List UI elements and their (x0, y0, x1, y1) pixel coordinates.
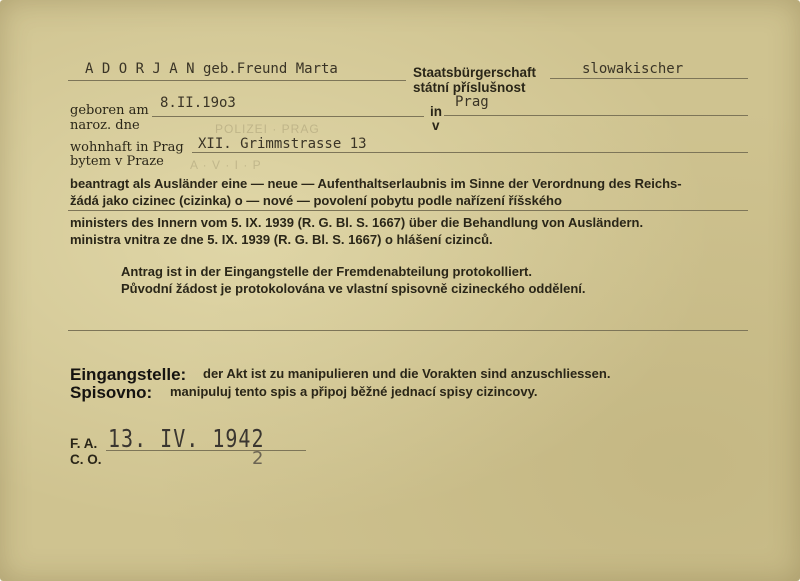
residence-value: XII. Grimmstrasse 13 (198, 136, 367, 152)
citizenship-label-de: Staatsbürgerschaft (413, 65, 537, 80)
protocol-line-de: Antrag ist in der Eingangstelle der Fremdenabteilung protokolliert. (121, 264, 532, 279)
place-label-de: in (430, 104, 442, 119)
citizenship-underline (550, 78, 748, 79)
fa-underline (106, 450, 306, 451)
body-line-4: ministra vnitra ze dne 5. IX. 1939 (R. G. Bl. S. 1667) o hlášení cizinců. (70, 232, 493, 247)
residence-label-cs: bytem v Praze (70, 154, 164, 169)
fa-label: F. A. (70, 436, 98, 451)
citizenship-value: slowakischer (582, 61, 684, 77)
name-underline (68, 80, 406, 81)
place-label-cs: v (432, 118, 440, 133)
registry-label-de: Eingangstelle: (70, 365, 187, 384)
body-line-2-underline (68, 210, 748, 211)
body-line-3: ministers des Innern vom 5. IX. 1939 (R. G. Bl. S. 1667) über die Behandlung von Ausländern. (70, 215, 644, 230)
residence-label-de: wohnhaft in Prag (70, 140, 184, 155)
residence-underline (192, 152, 748, 153)
registry-text-de: der Akt ist zu manipulieren und die Vorakten sind anzuschliessen. (203, 366, 611, 381)
bleed-through-stamp: POLIZEI · PRAG (215, 122, 320, 136)
body-line-1: beantragt als Ausländer eine — neue — Aufenthaltserlaubnis im Sinne der Verordnung des Reichs- (70, 176, 682, 191)
registry-text-cs: manipuluj tento spis a připoj běžné jednací spisy cizincovy. (170, 384, 538, 399)
born-value: 8.II.19o3 (160, 95, 236, 111)
citizenship-label-cs: státní příslušnost (413, 80, 526, 95)
fa-date-stamp: 13. IV. 1942 (108, 423, 265, 453)
bleed-through-stamp-2: A · V · I · P (190, 158, 262, 172)
born-label-de: geboren am (70, 103, 149, 118)
place-underline (444, 115, 748, 116)
section-divider (68, 330, 748, 331)
born-label-cs: naroz. dne (70, 118, 140, 133)
protocol-line-cs: Původní žádost je protokolována ve vlastní spisovně cizineckého oddělení. (121, 281, 586, 296)
applicant-name: A D O R J A N geb.Freund Marta (85, 61, 338, 77)
born-underline (152, 116, 424, 117)
co-value: 2 (252, 448, 264, 469)
body-line-2: žádá jako cizinec (cizinka) o — nové — povolení pobytu podle nařízení říšského (70, 193, 562, 208)
registry-label-cs: Spisovno: (70, 383, 153, 402)
co-label: C. O. (70, 452, 102, 467)
place-value: Prag (455, 94, 489, 110)
